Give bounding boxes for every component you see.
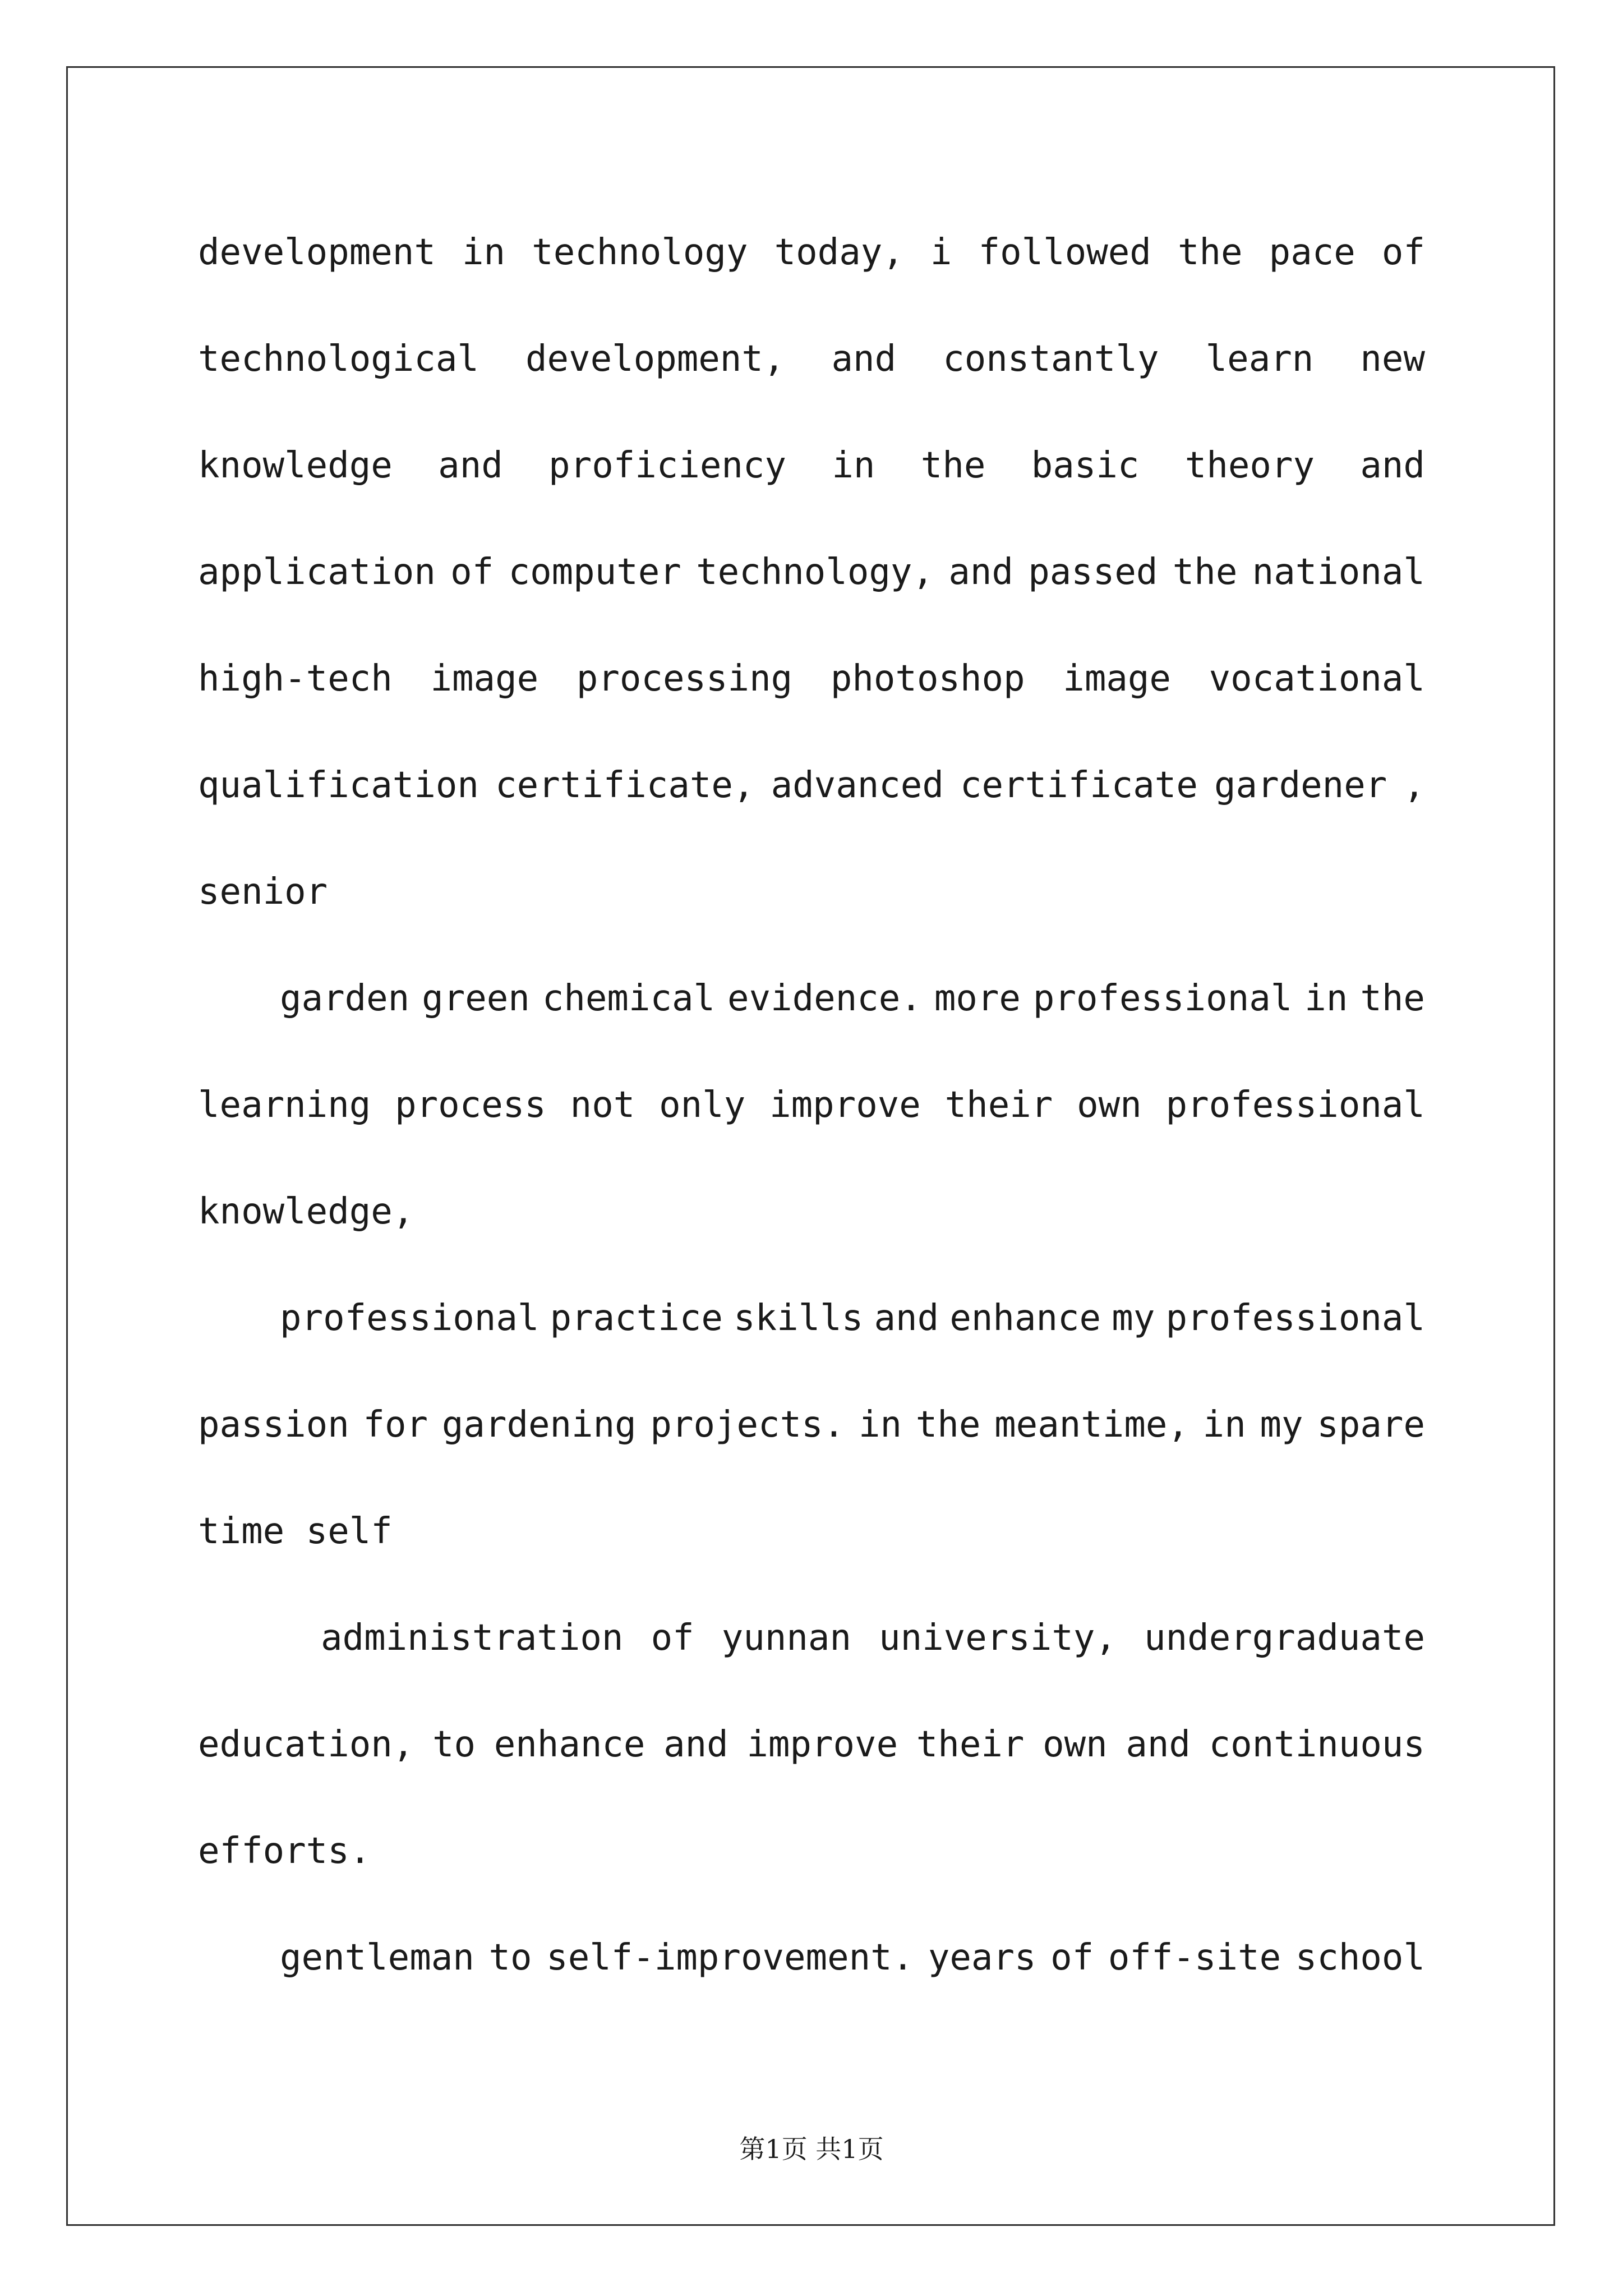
text-line: administration of yunnan university, undergraduate (321, 1617, 1425, 1659)
document-body (198, 208, 1425, 2019)
text-line: knowledge and proficiency in the basic theory and (198, 445, 1425, 486)
text-line: high-tech image processing photoshop image vocational (198, 658, 1425, 700)
text-line: technological development, and constantly learn new (198, 338, 1425, 380)
page-footer: 第1页 共1页 (739, 2134, 884, 2164)
text-line: development in technology today, i followed the pace of (198, 232, 1425, 273)
text-line: application of computer technology, and passed the national (198, 551, 1425, 593)
text-line: passion for gardening projects. in the meantime, in my spare (198, 1404, 1425, 1446)
text-line: time self (198, 1511, 393, 1552)
text-line: professional practice skills and enhance my professional (280, 1297, 1425, 1339)
text-line: learning process not only improve their own professional (198, 1084, 1425, 1126)
text-line: qualification certificate, advanced certificate gardener , (198, 765, 1425, 806)
text-line: senior (198, 871, 328, 913)
text-line: knowledge, (198, 1191, 414, 1232)
text-line: garden green chemical evidence. more professional in the (280, 978, 1425, 1019)
text-line: gentleman to self-improvement. years of off-site school (280, 1937, 1425, 1978)
text-line: efforts. (198, 1830, 371, 1872)
text-line: education, to enhance and improve their own and continuous (198, 1724, 1425, 1765)
